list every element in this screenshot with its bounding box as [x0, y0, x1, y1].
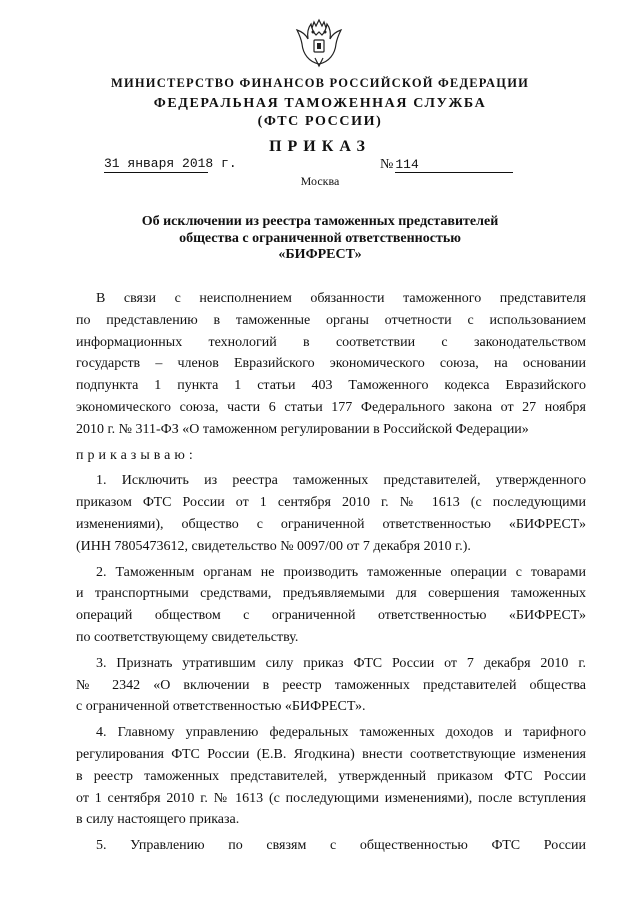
text-line: в силу настоящего приказа. — [76, 812, 240, 828]
preamble-paragraph — [76, 288, 586, 441]
clause-3 — [76, 653, 586, 718]
text-line: № 2342 «О включении в реестр таможенных представителей общества — [76, 677, 586, 693]
russian-coat-of-arms-icon — [295, 18, 343, 70]
subject-line: общества с ограниченной ответственностью — [179, 230, 461, 246]
order-city: Москва — [300, 174, 340, 188]
clause-2 — [76, 562, 586, 649]
clause-5 — [76, 835, 586, 857]
text-line: в реестр таможенных представителей, утвержденный приказом ФТС России — [76, 768, 586, 784]
text-line: приказываю: — [76, 447, 197, 463]
text-line: В связи с неисполнением обязанности таможенного представителя — [96, 291, 586, 306]
text-line: 1. Исключить из реестра таможенных представителей, утвержденного — [96, 473, 586, 489]
text-line: 3. Признать утратившим силу приказ ФТС России от 7 декабря 2010 г. — [96, 655, 586, 671]
text-line: операций обществом с ограниченной ответственностью «БИФРЕСТ» — [76, 608, 586, 624]
text-line: информационных технологий в соответствии с законодательством — [76, 334, 586, 350]
order-directive — [76, 445, 586, 467]
document-type: ПРИКАЗ — [269, 138, 371, 155]
clause-1 — [76, 470, 586, 557]
order-number-label: № — [380, 157, 394, 172]
text-line: и транспортными средствами, предъявляемыми для совершения таможенных — [76, 586, 586, 602]
order-number — [380, 155, 513, 173]
subject-line: Об исключении из реестра таможенных представителей — [141, 214, 499, 229]
text-line: по соответствующему свидетельству. — [76, 629, 299, 645]
order-subject — [0, 214, 640, 264]
order-body — [76, 288, 586, 861]
order-date: 31 января 2018 г. — [104, 156, 237, 171]
text-line: экономического союза, части 6 статьи 177 Федерального закона от 27 ноября — [76, 399, 586, 415]
service-short-title: (ФТС РОССИИ) — [257, 114, 383, 129]
text-line: 5. Управлению по связям с общественностью ФТС России — [96, 838, 586, 854]
order-number-value: 114 — [395, 157, 513, 173]
text-line: изменениями), общество с ограниченной ответственностью «БИФРЕСТ» — [76, 516, 586, 532]
ministry-title: МИНИСТЕРСТВО ФИНАНСОВ РОССИЙСКОЙ ФЕДЕРАЦИИ — [110, 76, 530, 90]
text-line: государств – членов Евразийского экономического союза, на основании — [76, 356, 586, 372]
text-line: 2010 г. № 311-ФЗ «О таможенном регулировании в Российской Федерации» — [76, 421, 529, 437]
text-line: от 1 сентября 2010 г. № 1613 (с последующими изменениями), после вступления — [76, 790, 586, 806]
subject-line: «БИФРЕСТ» — [278, 247, 362, 262]
text-line: по представлению в таможенные органы отчетности с использованием — [76, 312, 586, 328]
text-line: с ограниченной ответственностью «БИФРЕСТ». — [76, 699, 366, 715]
clause-4 — [76, 722, 586, 831]
service-title: ФЕДЕРАЛЬНАЯ ТАМОЖЕННАЯ СЛУЖБА — [153, 96, 487, 111]
text-line: приказом ФТС России от 1 сентября 2010 г. № 1613 (с последующими — [76, 495, 586, 511]
text-line: подпункта 1 пункта 1 статьи 403 Таможенного кодекса Евразийского — [76, 378, 586, 394]
text-line: 2. Таможенным органам не производить таможенные операции с товарами — [96, 564, 586, 580]
text-line: регулирования ФТС России (Е.В. Ягодкина) внести соответствующие изменения — [76, 746, 586, 762]
text-line: 4. Главному управлению федеральных таможенных доходов и тарифного — [96, 725, 586, 741]
text-line: (ИНН 7805473612, свидетельство № 0097/00 от 7 декабря 2010 г.). — [76, 538, 471, 554]
